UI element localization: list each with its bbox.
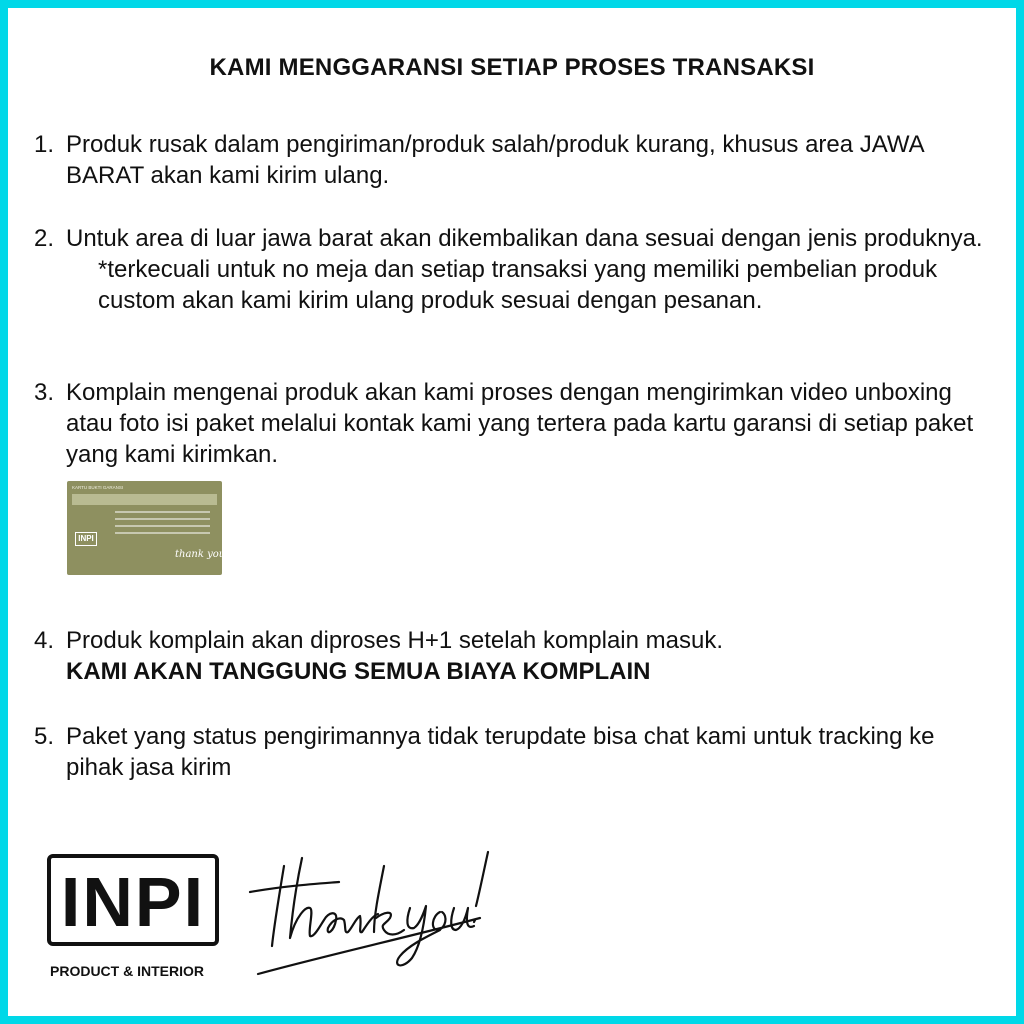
item-number: 3. [34, 379, 55, 406]
item-text: Produk rusak dalam pengiriman/produk salah/produk kurang, khusus area JAWA BARAT akan kami kirim ulang. [66, 131, 924, 189]
list-item-4 [34, 625, 994, 687]
item-text: Produk komplain akan diproses H+1 setelah komplain masuk. [66, 627, 724, 654]
brand-logo [47, 854, 219, 946]
page-title: KAMI MENGGARANSI SETIAP PROSES TRANSAKSI [209, 54, 815, 81]
list-item-3 [34, 377, 994, 470]
list-item-1 [34, 129, 994, 191]
warranty-card-image [67, 481, 230, 575]
card-field [72, 494, 217, 505]
thank-you-signature [244, 846, 494, 976]
item-number: 1. [34, 131, 55, 158]
card-logo: INPI [75, 532, 97, 546]
item-text: Komplain mengenai produk akan kami proses dengan mengirimkan video unboxing atau foto isi paket melalui kontak kami yang tertera pada kartu garansi di setiap paket yang kami kirimkan. [66, 379, 974, 468]
item-number: 5. [34, 723, 55, 750]
item-text: Untuk area di luar jawa barat akan dikembalikan dana sesuai dengan jenis produknya. [66, 225, 983, 252]
card-title: KARTU BUKTI GARANSI [72, 485, 124, 490]
item-note: *terkecuali untuk no meja dan setiap transaksi yang memiliki pembelian produk custom akan kami kirim ulang produk sesuai dengan pesanan. [98, 256, 938, 314]
list-item-5 [34, 721, 994, 783]
card-signature: thank you! [175, 549, 230, 560]
card-text-lines [115, 511, 210, 539]
item-bold-text: KAMI AKAN TANGGUNG SEMUA BIAYA KOMPLAIN [66, 658, 651, 685]
brand-tagline: PRODUCT & INTERIOR [50, 963, 204, 979]
brand-logo-text: INPI [60, 863, 206, 941]
list-item-2 [34, 223, 994, 316]
item-number: 4. [34, 627, 55, 654]
item-number: 2. [34, 225, 55, 252]
item-text: Paket yang status pengirimannya tidak terupdate bisa chat kami untuk tracking ke pihak jasa kirim [66, 723, 935, 781]
